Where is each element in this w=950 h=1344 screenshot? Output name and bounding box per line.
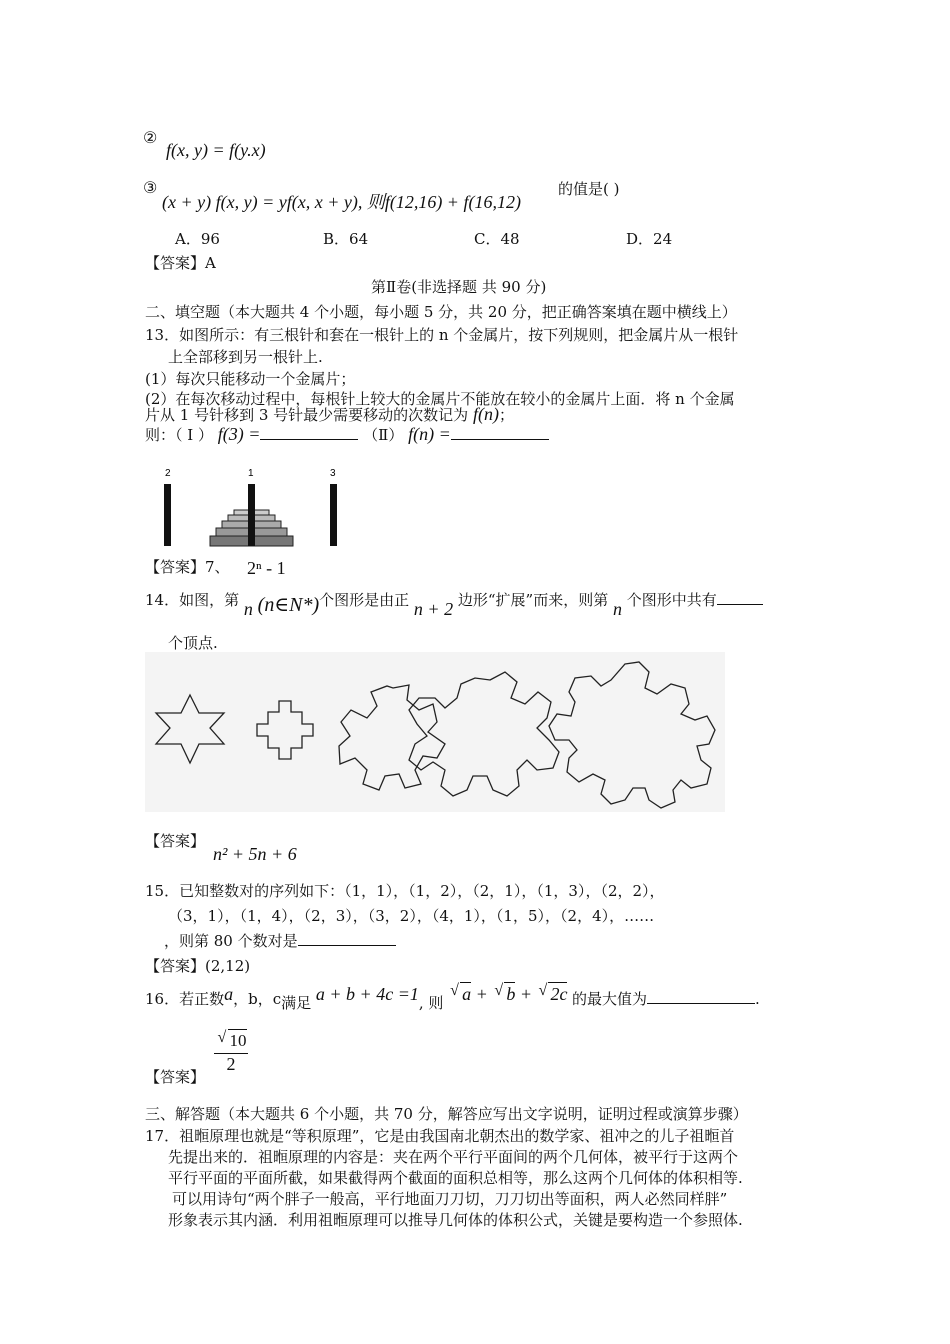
q14-text (145, 586, 763, 619)
condition-3-formula: (x + y) f(x, y) = yf(x, x + y), 则f(12,16) + f(16,12) (162, 192, 521, 212)
q14-p2: 个图形是由正 (319, 591, 410, 609)
q14-n-domain: (n∈N*) (257, 594, 320, 616)
q13-ask-mid: （Ⅱ） (363, 426, 404, 444)
answer-label: 【答案】 (145, 957, 206, 975)
q14-p1: 14．如图，第 (145, 591, 240, 609)
condition-3-tail: 的值是( ) (558, 180, 620, 198)
q16-p1: 16．若正数 (145, 990, 225, 1008)
condition-2-formula: f(x, y) = f(y.x) (166, 140, 266, 160)
q16-answer-label: 【答案】 (145, 1068, 206, 1086)
q13-rule-2b-text: 片从 1 号针移到 3 号针最少需要移动的次数记为 (145, 406, 469, 424)
q17-line-3: 平行平面的平面所截，如果截得两个截面的面积总相等，那么这两个几何体的体积相等. (168, 1169, 743, 1187)
q16-p2: ，b，c (233, 990, 282, 1008)
fraction-denominator: 2 (226, 1054, 236, 1074)
q13-ask-1: f(3) = (217, 424, 261, 444)
q15-blank (298, 931, 396, 946)
radicand-a: a (462, 984, 472, 1004)
q14-answer: n² + 5n + 6 (213, 844, 297, 864)
q14-p4: 个图形中共有 (626, 591, 717, 609)
q16-p5: 的最大值为 (571, 990, 647, 1008)
polygon-figures (145, 652, 725, 812)
q13-ask-prefix: 则：（ Ⅰ ） (145, 426, 213, 444)
q17-line-4: 可以用诗句“两个胖子一般高，平行地面刀刀切，刀刀切出等面积，两人必然同样胖” (172, 1190, 728, 1208)
answer-value: A (205, 254, 216, 272)
blank-2 (451, 425, 549, 440)
circle-mark-3: ③ (143, 178, 158, 197)
q13-rule-2: (2）在每次移动过程中，每根针上较大的金属片不能放在较小的金属片上面．将 n 个金属 (145, 390, 735, 408)
q13-answer-a: 7、 (205, 558, 230, 576)
q17-line-2: 先提出来的．祖暅原理的内容是：夹在两个平行平面间的两个几何体，被平行于这两个 (168, 1148, 739, 1166)
q16-answer-fraction: √ 10 2 (214, 1030, 248, 1075)
q15-answer (145, 955, 250, 976)
q15-line-2: （3，1），（1，4），（2，3），（3，2），（4，1），（1，5），（2，4），…… (168, 907, 655, 925)
q14-blank (717, 590, 763, 605)
q16-p6: . (755, 990, 760, 1008)
answer-label: 【答案】 (145, 558, 206, 576)
q16-condition: a + b + 4c =1 (315, 984, 419, 1004)
q13-rule-2b-tail: ； (498, 406, 514, 424)
q13-answer (145, 556, 230, 577)
q13-ask (145, 424, 549, 445)
q16-a: a (224, 984, 234, 1004)
radicand-c: 2c (550, 984, 568, 1004)
option-c: C．48 (474, 230, 520, 248)
q15-line-3 (164, 930, 396, 951)
q16-blank (647, 989, 755, 1004)
peg-label-1: 1 (248, 468, 254, 479)
q12-answer (145, 252, 216, 273)
radicand-b: b (506, 984, 516, 1004)
fraction-numerator: 10 (229, 1031, 247, 1050)
section-2-heading: 二、填空题（本大题共 4 个小题，每小题 5 分，共 20 分，把正确答案填在题中横线上） (145, 303, 737, 321)
q13-rule-1: (1）每次只能移动一个金属片； (145, 370, 356, 388)
q14-p3: 边形“扩展”而来，则第 (457, 591, 609, 609)
section-3-heading: 三、解答题（本大题共 6 个小题，共 70 分，解答应写出文字说明，证明过程或演算步骤） (145, 1105, 748, 1123)
q13-line-1: 13．如图所示：有三根针和套在一根针上的 n 个金属片，按下列规则，把金属片从一根针 (145, 326, 739, 344)
q14-n-plus-2: n + 2 (413, 599, 454, 619)
q14-answer-label: 【答案】 (145, 832, 206, 850)
blank-1 (260, 425, 358, 440)
q13-rule-2b (145, 404, 514, 425)
peg-label-2: 2 (165, 468, 171, 479)
hanoi-figure (150, 462, 350, 552)
q16-p3: 满足 (281, 994, 312, 1012)
peg-2 (164, 484, 171, 546)
q15-line-3-text: ，则第 80 个数对是 (164, 932, 298, 950)
peg-3 (330, 484, 337, 546)
q14-n-2: n (612, 599, 622, 619)
circle-mark-2: ② (143, 128, 158, 147)
q13-answer-b: 2ⁿ - 1 (247, 558, 286, 578)
q13-fn-symbol: f(n) (472, 404, 499, 424)
answer-value: (2,12) (205, 957, 251, 975)
q15-line-1: 15．已知整数对的序列如下：（1，1），（1，2），（2，1），（1，3），（2，2）， (145, 882, 665, 900)
section-2-title: 第Ⅱ卷(非选择题 共 90 分) (371, 278, 547, 296)
q14-line-2: 个顶点. (168, 634, 218, 652)
answer-label: 【答案】 (145, 254, 206, 272)
q16-text (145, 982, 760, 1012)
q17-line-5: 形象表示其内涵．利用祖暅原理可以推导几何体的体积公式，关键是要构造一个参照体. (168, 1211, 743, 1229)
q13-ask-2: f(n) = (408, 424, 451, 444)
q16-expression: √ a + √ b + √ 2c (450, 982, 568, 1004)
option-b: B．64 (323, 230, 369, 248)
peg-label-3: 3 (330, 468, 336, 479)
q17-line-1: 17．祖暅原理也就是“等积原理”，它是由我国南北朝杰出的数学家、祖冲之的儿子祖暅首 (145, 1127, 735, 1145)
q16-p4: , 则 (418, 994, 444, 1012)
q13-line-2: 上全部移到另一根针上. (168, 348, 323, 366)
option-a: A．96 (175, 230, 220, 248)
disk-stack (210, 484, 293, 546)
q14-n: n (243, 599, 253, 619)
option-d: D．24 (626, 230, 673, 248)
